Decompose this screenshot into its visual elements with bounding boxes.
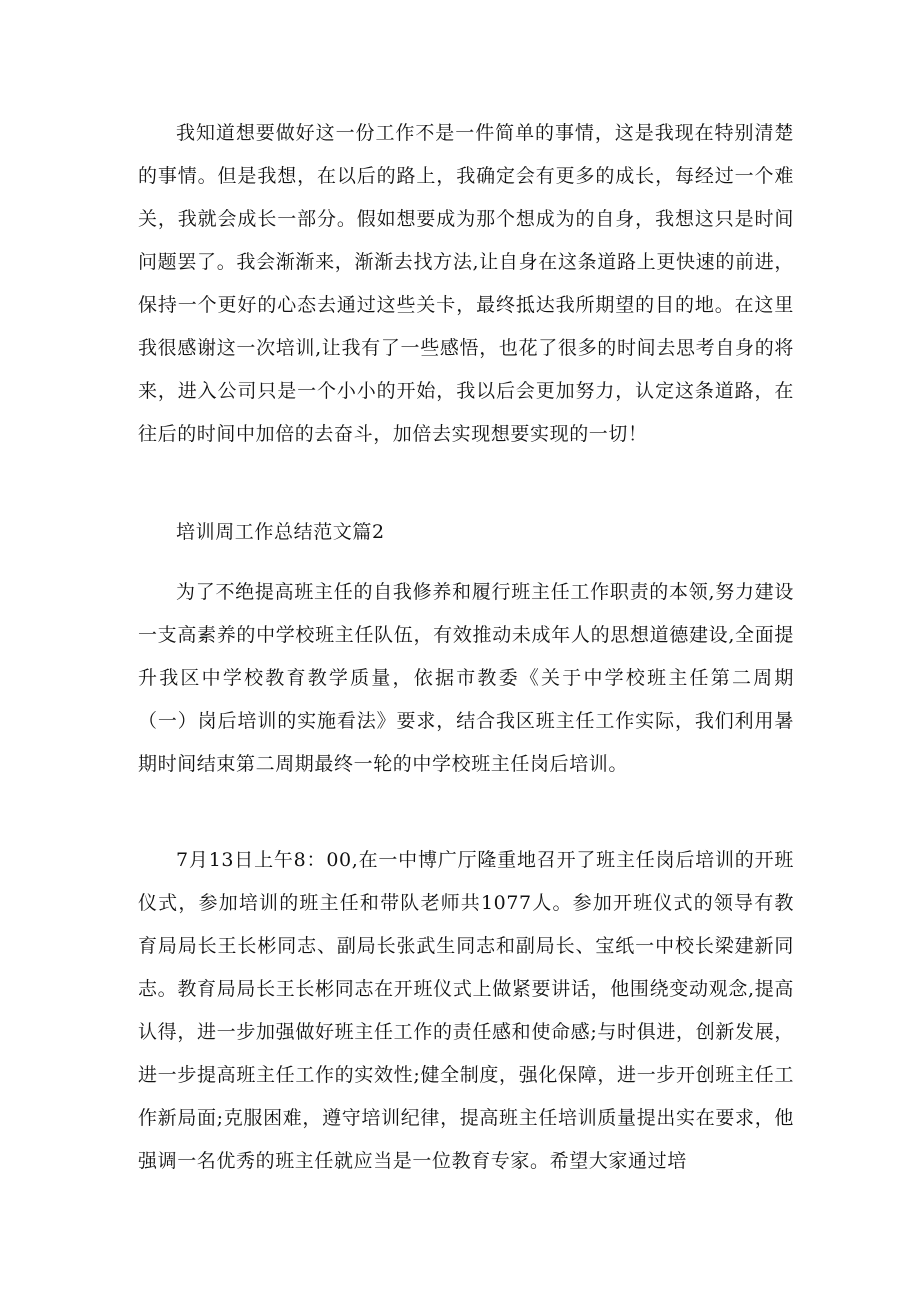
body-paragraph-2: 为了不绝提高班主任的自我修养和履行班主任工作职责的本领,努力建设一支高素养的中学校班主任队伍，有效推动未成年人的思想道德建设,全面提升我区中学校教育教学质量，依据市教委《关于中学校班主任第二周期（一）岗后培训的实施看法》要求，结合我区班主任工作实际，我们利用暑期时间结束第二周期最终一轮的中学校班主任岗后培训。 <box>138 581 794 775</box>
body-paragraph-1: 我知道想要做好这一份工作不是一件简单的事情，这是我现在特别清楚的事情。但是我想，在以后的路上，我确定会有更多的成长，每经过一个难关，我就会成长一部分。假如想要成为那个想成为的自身，我想这只是时间问题罢了。我会渐渐来，渐渐去找方法,让自身在这条道路上更快速的前进，保持一个更好的心态去通过这些关卡，最终抵达我所期望的目的地。在这里我很感谢这一次培训,让我有了一些感悟，也花了很多的时间去思考自身的将来，进入公司只是一个小小的开始，我以后会更加努力，认定这条道路，在往后的时间中加倍的去奋斗，加倍去实现想要实现的一切！ <box>138 122 794 445</box>
section-heading: 培训周工作总结范文篇2 <box>176 521 385 543</box>
body-paragraph-3: 7月13日上午8：00,在一中博广厅隆重地召开了班主任岗后培训的开班仪式，参加培训的班主任和带队老师共1077人。参加开班仪式的领导有教育局局长王长彬同志、副局长张武生同志和副局长、宝纸一中校长梁建新同志。教育局局长王长彬同志在开班仪式上做紧要讲话，他围绕变动观念,提高认得，进一步加强做好班主任工作的责任感和使命感;与时俱进，创新发展，进一步提高班主任工作的实效性;健全制度，强化保障，进一步开创班主任工作新局面;克服困难，遵守培训纪律，提高班主任培训质量提出实在要求，他强调一名优秀的班主任就应当是一位教育专家。希望大家通过培 <box>138 849 794 1172</box>
